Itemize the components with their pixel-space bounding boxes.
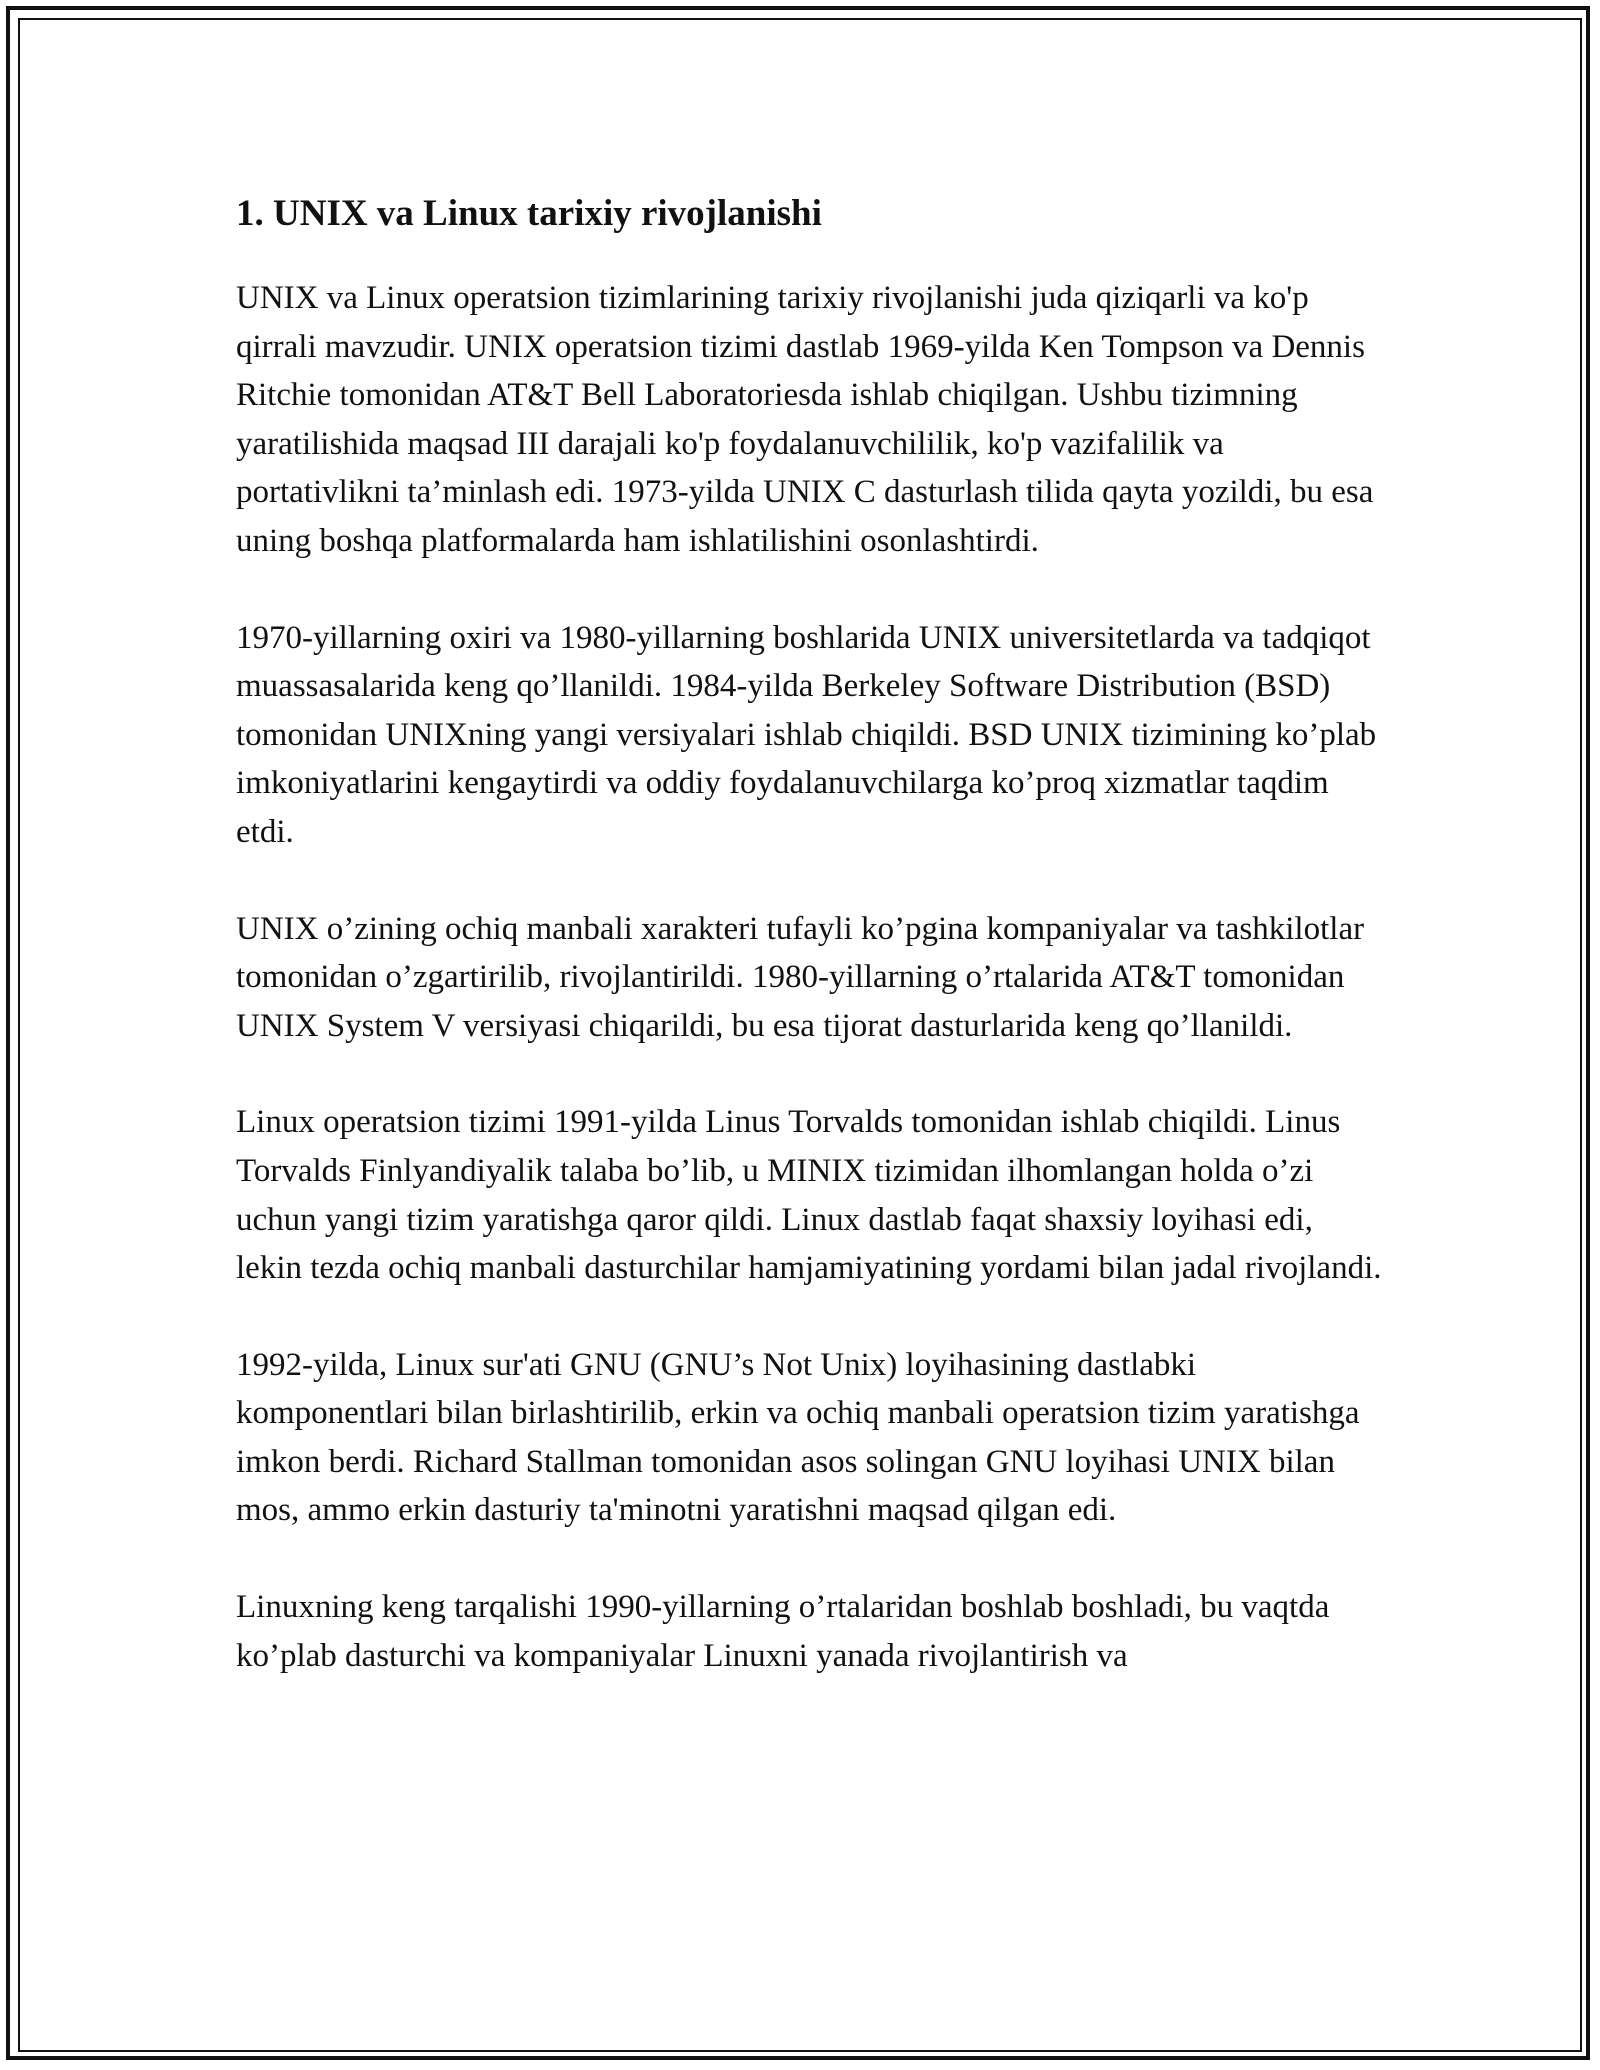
paragraph-linux-origins: Linux operatsion tizimi 1991-yilda Linus Torvalds tomonidan ishlab chiqildi. Linus Torvalds Finlyandiyalik talaba bo’lib, u MINIX tizimidan ilhomlangan holda o’zi uchun yangi tizim yaratishga qaror qildi. Linux dastlab faqat shaxsiy loyihasi edi, lekin tezda ochiq manbali dasturchilar hamjamiyatining yordami bilan jadal rivojlandi. — [236, 1104, 1382, 1287]
paragraph-unix-origins: UNIX va Linux operatsion tizimlarining tarixiy rivojlanishi juda qiziqarli va ko'p qirrali mavzudir. UNIX operatsion tizimi dastlab 1969-yilda Ken Tompson va Dennis Ritchie tomonidan AT&T Bell Laboratoriesda ishlab chiqilgan. Ushbu tizimning yaratilishida maqsad III darajali ko'p foydalanuvchililik, ko'p vazifalilik va portativlikni ta’minlash edi. 1973-yilda UNIX C dasturlash tilida qayta yozildi, bu esa uning boshqa platformalarda ham ishlatilishini osonlashtirdi. — [236, 280, 1374, 559]
paragraph-bsd: 1970-yillarning oxiri va 1980-yillarning boshlarida UNIX universitetlarda va tadqiqot muassasalarida keng qo’llanildi. 1984-yilda Berkeley Software Distribution (BSD) tomonidan UNIXning yangi versiyalari ishlab chiqildi. BSD UNIX tizimining ko’plab imkoniyatlarini kengaytirdi va oddiy foydalanuvchilarga ko’proq xizmatlar taqdim etdi. — [236, 619, 1377, 850]
paragraph-system-v: UNIX o’zining ochiq manbali xarakteri tufayli ko’pgina kompaniyalar va tashkilotlar tomonidan o’zgartirilib, rivojlantirildi. 1980-yillarning o’rtalarida AT&T tomonidan UNIX System V versiyasi chiqarildi, bu esa tijorat dasturlarida keng qo’llanildi. — [236, 910, 1365, 1044]
paragraph-linux-spread: Linuxning keng tarqalishi 1990-yillarning o’rtalaridan boshlab boshladi, bu vaqtda ko’plab dasturchi va kompaniyalar Linuxni yanada rivojlantirish va — [236, 1589, 1330, 1674]
paragraph-gnu: 1992-yilda, Linux sur'ati GNU (GNU’s Not Unix) loyihasining dastlabki komponentlari bilan birlashtirilib, erkin va ochiq manbali operatsion tizim yaratishga imkon berdi. Richard Stallman tomonidan asos solingan GNU loyihasi UNIX bilan mos, ammo erkin dasturiy ta'minotni yaratishni maqsad qilgan edi. — [236, 1346, 1360, 1529]
section-heading: 1. UNIX va Linux tarixiy rivojlanishi — [236, 193, 822, 234]
document-body — [236, 186, 1386, 1728]
